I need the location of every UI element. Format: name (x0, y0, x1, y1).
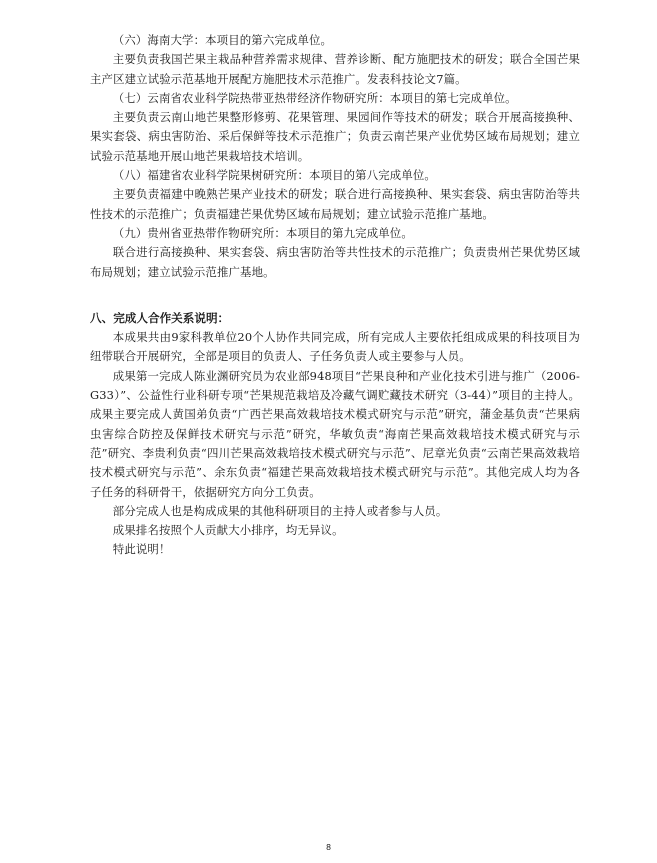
section-8-paragraph-2: 成果第一完成人陈业渊研究员为农业部948项目“芒果良种和产业化技术引进与推广（2006-G33）”、公益性行业科研专项“芒果规范栽培及冷藏气调贮藏技术研究（3-44）”项目的主持人。成果主要完成人黄国弟负责“广西芒果高效栽培技术模式研究与示范”研究，蒲金基负责“芒果病虫害综合防控及保鲜技术研究与示范”研究，华敏负责“海南芒果高效栽培技术模式研究与示范”研究、李贵利负责“四川芒果高效栽培技术模式研究与示范”、尼章光负责“云南芒果高效栽培技术模式研究与示范”、余东负责“福建芒果高效栽培技术模式研究与示范”。其他完成人均为各子任务的科研骨干，依据研究方向分工负责。 (90, 368, 580, 499)
unit-8-heading: （八）福建省农业科学院果树研究所：本项目的第八完成单位。 (112, 168, 436, 183)
unit-6-heading: （六）海南大学：本项目的第六完成单位。 (112, 33, 333, 47)
section-8-paragraph-1: 本成果共由9家科教单位20个人协作共同完成，所有完成人主要依托组成成果的科技项目为纽带联合开展研究，全部是项目的负责人、子任务负责人或主要参与人员。 (90, 330, 580, 364)
unit-7-body: 主要负责云南山地芒果整形修剪、花果管理、果园间作等技术的研发；联合开展高接换种、果实套袋、病虫害防治、采后保鲜等技术示范推广；负责云南芒果产业优势区域布局规划；建立试验示范基地开展山地芒果栽培技术培训。 (90, 110, 580, 163)
page-content (90, 31, 580, 560)
section-gap (90, 282, 580, 309)
unit-6-body: 主要负责我国芒果主栽品种营养需求规律、营养诊断、配方施肥技术的研发；联合全国芒果主产区建立试验示范基地开展配方施肥技术示范推广。发表科技论文7篇。 (90, 52, 580, 86)
unit-8-body: 主要负责福建中晚熟芒果产业技术的研发；联合进行高接换种、果实套袋、病虫害防治等共性技术的示范推广；负责福建芒果优势区域布局规划；建立试验示范推广基地。 (90, 187, 580, 221)
section-8-paragraph-4: 成果排名按照个人贡献大小排序，均无异议。 (112, 523, 344, 538)
unit-9-heading: （九）贵州省亚热带作物研究所：本项目的第九完成单位。 (112, 225, 413, 240)
section-8-paragraph-3: 部分完成人也是构成成果的其他科研项目的主持人或者参与人员。 (112, 503, 448, 518)
section-8-paragraph-5: 特此说明！ (112, 542, 171, 557)
page-number: 8 (325, 843, 332, 852)
unit-9-body: 联合进行高接换种、果实套袋、病虫害防治等共性技术的示范推广；负责贵州芒果优势区域布局规划；建立试验示范推广基地。 (90, 245, 580, 279)
section-8-title: 八、完成人合作关系说明： (90, 310, 230, 325)
unit-7-heading: （七）云南省农业科学院热带亚热带经济作物研究所：本项目的第七完成单位。 (112, 90, 517, 105)
